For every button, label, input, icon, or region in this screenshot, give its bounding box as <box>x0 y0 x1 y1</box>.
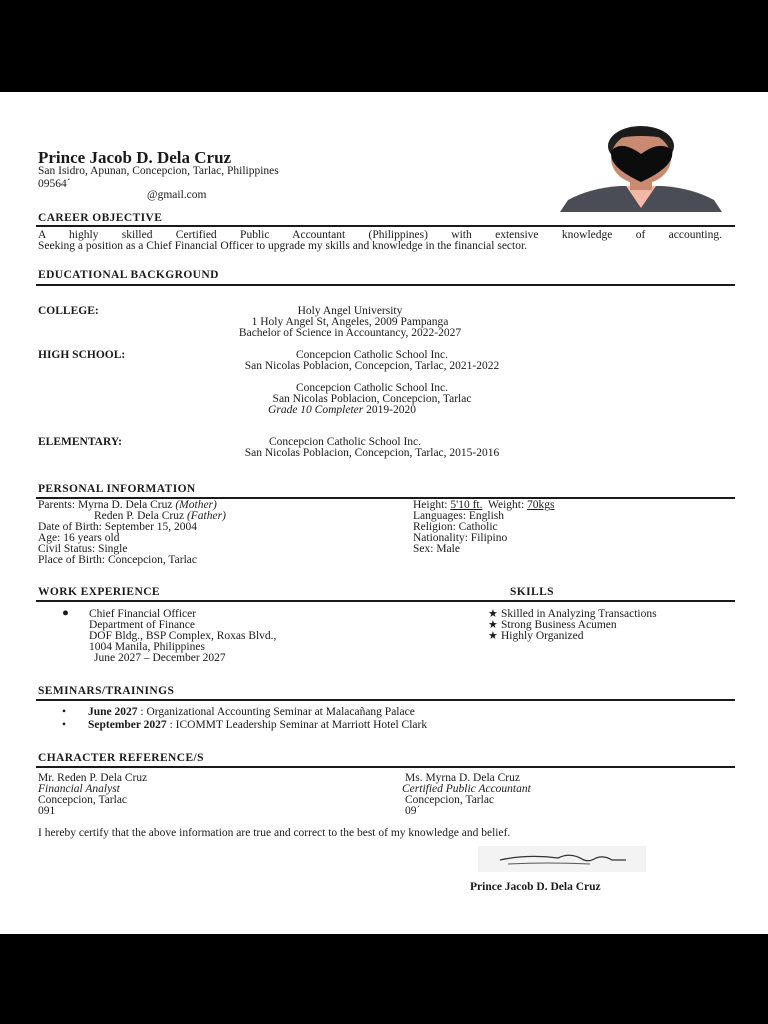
religion: Religion: Catholic <box>413 521 498 533</box>
seminars-heading: SEMINARS/TRAININGS <box>38 685 175 697</box>
bullet-dot: • <box>62 719 67 731</box>
father-role: (Father) <box>186 510 226 522</box>
personal-info-heading: PERSONAL INFORMATION <box>38 483 196 495</box>
seminar-date: September 2027 <box>88 719 167 731</box>
work-dates: June 2027 – December 2027 <box>94 652 226 664</box>
ref2-title: Certified Public Accountant <box>402 783 531 795</box>
applicant-email: @gmail.com <box>147 189 207 201</box>
star-icon: ★ <box>488 630 498 642</box>
elementary-address: San Nicolas Poblacion, Concepcion, Tarlac, 2015-2016 <box>244 447 500 459</box>
highschool-address-1: San Nicolas Poblacion, Concepcion, Tarlac, 2021-2022 <box>244 360 500 372</box>
weight-label: Weight: <box>482 499 528 511</box>
ref1-place: Concepcion, Tarlac <box>38 794 128 806</box>
highschool-grade <box>142 404 542 417</box>
seminar-text: : Organizational Accounting Seminar at Malacañang Palace <box>137 706 415 718</box>
resume-page <box>0 92 768 934</box>
section-divider <box>36 284 735 286</box>
place-of-birth: Place of Birth: Concepcion, Tarlac <box>38 554 197 566</box>
date-of-birth: Date of Birth: September 15, 2004 <box>38 521 198 533</box>
applicant-name: Prince Jacob D. Dela Cruz <box>38 148 232 167</box>
signature-graphic <box>478 846 646 872</box>
ref1-phone: 091 <box>38 805 56 817</box>
grade-years: 2019-2020 <box>363 404 416 416</box>
ref2-name: Ms. Myrna D. Dela Cruz <box>405 772 520 784</box>
star-icon: ★ <box>488 619 498 631</box>
work-city: 1004 Manila, Philippines <box>89 641 205 653</box>
applicant-address: San Isidro, Apunan, Concepcion, Tarlac, Philippines <box>38 165 279 177</box>
highschool-label: HIGH SCHOOL: <box>38 349 126 361</box>
star-icon: ★ <box>488 608 498 620</box>
section-divider <box>36 766 735 768</box>
skill-label: Strong Business Acumen <box>501 619 617 631</box>
profile-photo-graphic <box>560 124 722 212</box>
skill-item <box>488 630 584 643</box>
highschool-school-2: Concepcion Catholic School Inc. <box>295 382 449 394</box>
age: Age: 16 years old <box>38 532 120 544</box>
applicant-phone: 09564´ <box>38 178 71 190</box>
signature-name: Prince Jacob D. Dela Cruz <box>470 881 601 893</box>
ref1-name: Mr. Reden P. Dela Cruz <box>38 772 148 784</box>
ref2-place: Concepcion, Tarlac <box>405 794 495 806</box>
sex: Sex: Male <box>413 543 460 555</box>
highschool-school-1: Concepcion Catholic School Inc. <box>295 349 449 361</box>
objective-line-1: A highly skilled Certified Public Accountant (Philippines) with extensive knowledge of accounting. <box>38 229 722 241</box>
work-department: Department of Finance <box>89 619 196 631</box>
section-divider <box>36 225 735 227</box>
career-objective-heading: CAREER OBJECTIVE <box>38 212 163 224</box>
highschool-address-2: San Nicolas Poblacion, Concepcion, Tarlac <box>272 393 472 405</box>
skill-label: Highly Organized <box>501 630 584 642</box>
parents-label: Parents: <box>38 499 78 511</box>
father-name: Reden P. Dela Cruz <box>94 510 187 522</box>
elementary-label: ELEMENTARY: <box>38 436 122 448</box>
college-label: COLLEGE: <box>38 305 99 317</box>
height-label: Height: <box>413 499 451 511</box>
seminar-text: : ICOMMT Leadership Seminar at Marriott Hotel Clark <box>166 719 428 731</box>
seminar-item <box>62 706 415 719</box>
section-divider <box>36 600 735 602</box>
skill-label: Skilled in Analyzing Transactions <box>501 608 657 620</box>
mother-name: Myrna D. Dela Cruz <box>77 499 176 511</box>
mother-role: (Mother) <box>175 499 217 511</box>
section-divider <box>36 699 735 701</box>
college-degree: Bachelor of Science in Accountancy, 2022-2027 <box>238 327 462 339</box>
civil-status: Civil Status: Single <box>38 543 128 555</box>
work-position: Chief Financial Officer <box>89 608 197 620</box>
references-heading: CHARACTER REFERENCE/S <box>38 752 204 764</box>
height-value: 5'10 ft. <box>450 499 483 511</box>
seminar-date: June 2027 <box>88 706 138 718</box>
bullet-dot: ● <box>62 607 69 619</box>
education-heading: EDUCATIONAL BACKGROUND <box>38 269 219 281</box>
bullet-dot: • <box>62 706 67 718</box>
elementary-school: Concepcion Catholic School Inc. <box>268 436 422 448</box>
work-building: DOF Bldg., BSP Complex, Roxas Blvd., <box>89 630 277 642</box>
college-school: Holy Angel University <box>297 305 403 317</box>
languages: Languages: English <box>413 510 505 522</box>
objective-line-2: Seeking a position as a Chief Financial Officer to upgrade my skills and knowledge in the financial sector. <box>38 240 528 252</box>
college-address: 1 Holy Angel St, Angeles, 2009 Pampanga <box>251 316 449 328</box>
ref2-phone: 09´ <box>405 805 421 817</box>
seminar-item <box>62 719 427 732</box>
skills-heading: SKILLS <box>510 586 554 598</box>
nationality: Nationality: Filipino <box>413 532 508 544</box>
grade-completer: Grade 10 Completer <box>268 404 364 416</box>
profile-photo <box>560 124 722 212</box>
work-experience-heading: WORK EXPERIENCE <box>38 586 160 598</box>
signature-image <box>478 846 646 872</box>
weight-value: 70kgs <box>527 499 555 511</box>
certification-statement: I hereby certify that the above information are true and correct to the best of my knowledge and belief. <box>38 827 511 839</box>
ref1-title: Financial Analyst <box>38 783 120 795</box>
